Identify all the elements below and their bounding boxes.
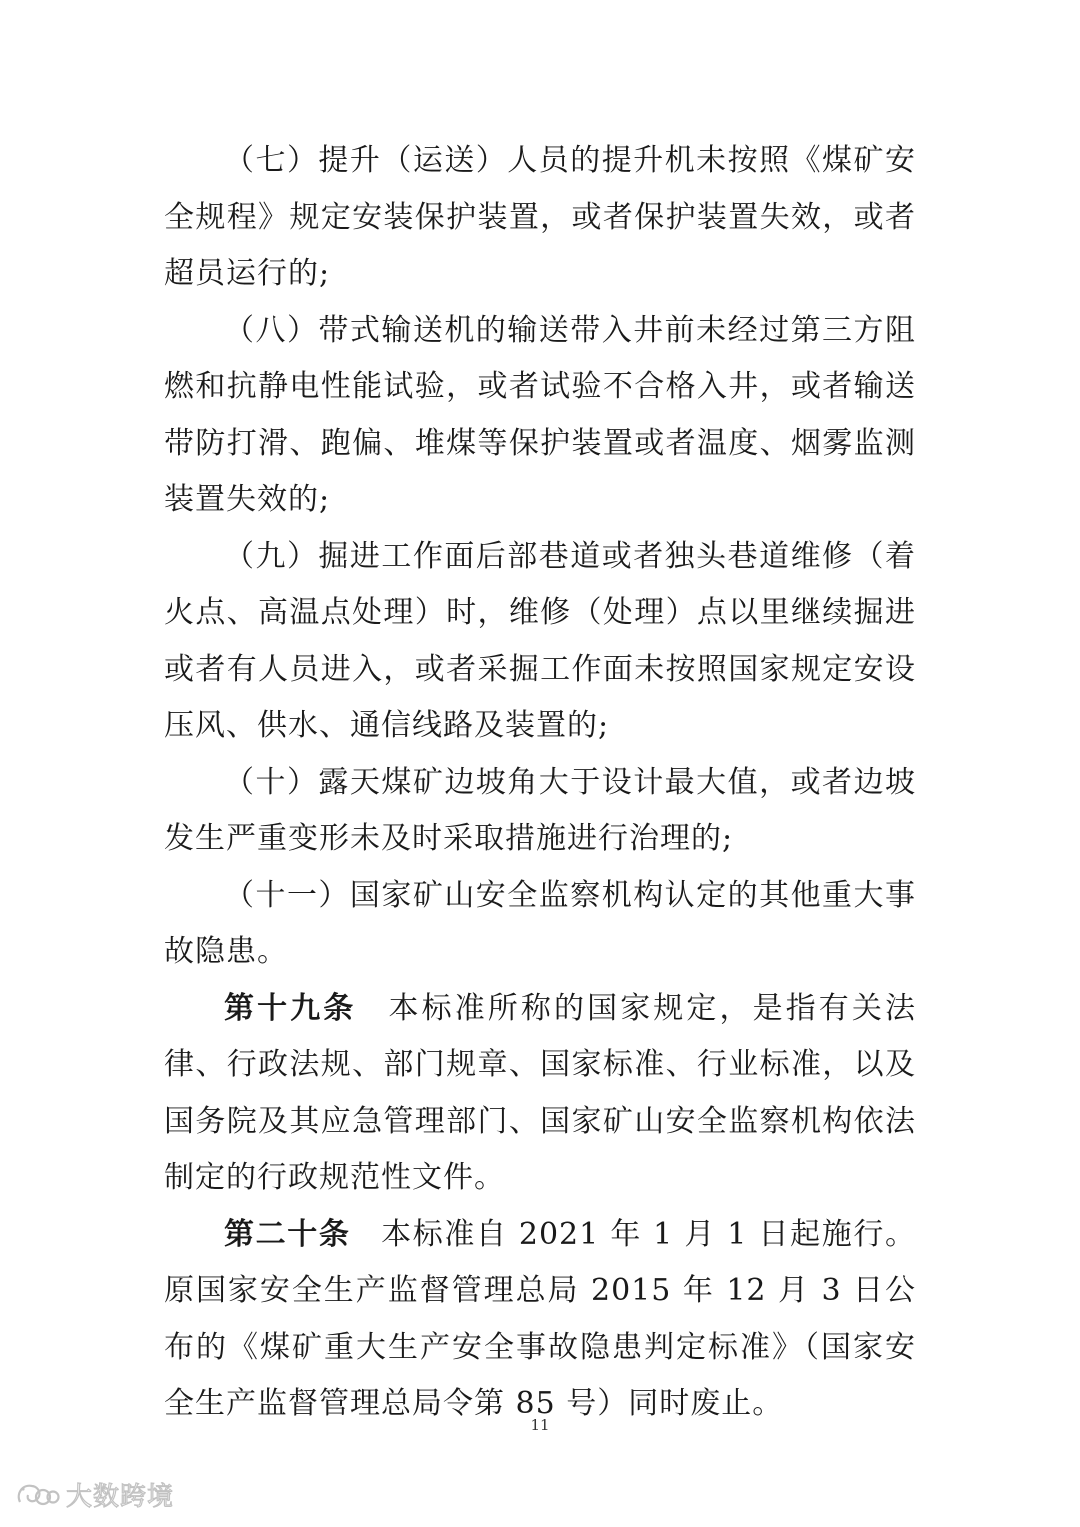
watermark-text: 大数跨境 — [66, 1482, 175, 1512]
article-19-heading: 第十九条 — [224, 990, 357, 1026]
article-19-body: 本标准所称的国家规定，是指有关法律、行政法规、部门规章、国家标准、行业标准，以及国务院及其应急管理部门、国家矿山安全监察机构依法制定的行政规范性文件。 — [164, 990, 917, 1195]
paragraph-item-10: （十）露天煤矿边坡角大于设计最大值，或者边坡发生严重变形未及时采取措施进行治理的; — [164, 764, 916, 856]
paragraph-item-9: （九）掘进工作面后部巷道或者独头巷道维修（着火点、高温点处理）时，维修（处理）点以里继续掘进或者有人员进入，或者采掘工作面未按照国家规定安设压风、供水、通信线路及装置的; — [164, 538, 916, 743]
article-19 — [164, 981, 916, 1207]
paragraph-item-11: （十一）国家矿山安全监察机构认定的其他重大事故隐患。 — [164, 877, 916, 969]
brand-logo-icon — [14, 1480, 60, 1510]
article-20-body: 本标准自 2021 年 1 月 1 日起施行。原国家安全生产监督管理总局 2015 年 12 月 3 日公布的《煤矿重大生产安全事故隐患判定标准》（国家安全生产监督管理总局令第 85 号）同时废止。 — [164, 1216, 916, 1421]
page-number: 11 — [530, 1416, 550, 1434]
paragraph-item-7: （七）提升（运送）人员的提升机未按照《煤矿安全规程》规定安装保护装置，或者保护装置失效，或者超员运行的; — [164, 143, 916, 291]
article-20 — [164, 1207, 916, 1433]
watermark — [14, 1476, 174, 1513]
article-20-heading: 第二十条 — [224, 1216, 351, 1252]
paragraph-item-8: （八）带式输送机的输送带入井前未经过第三方阻燃和抗静电性能试验，或者试验不合格入井，或者输送带防打滑、跑偏、堆煤等保护装置或者温度、烟雾监测装置失效的; — [164, 312, 916, 517]
document-body — [164, 133, 916, 1433]
